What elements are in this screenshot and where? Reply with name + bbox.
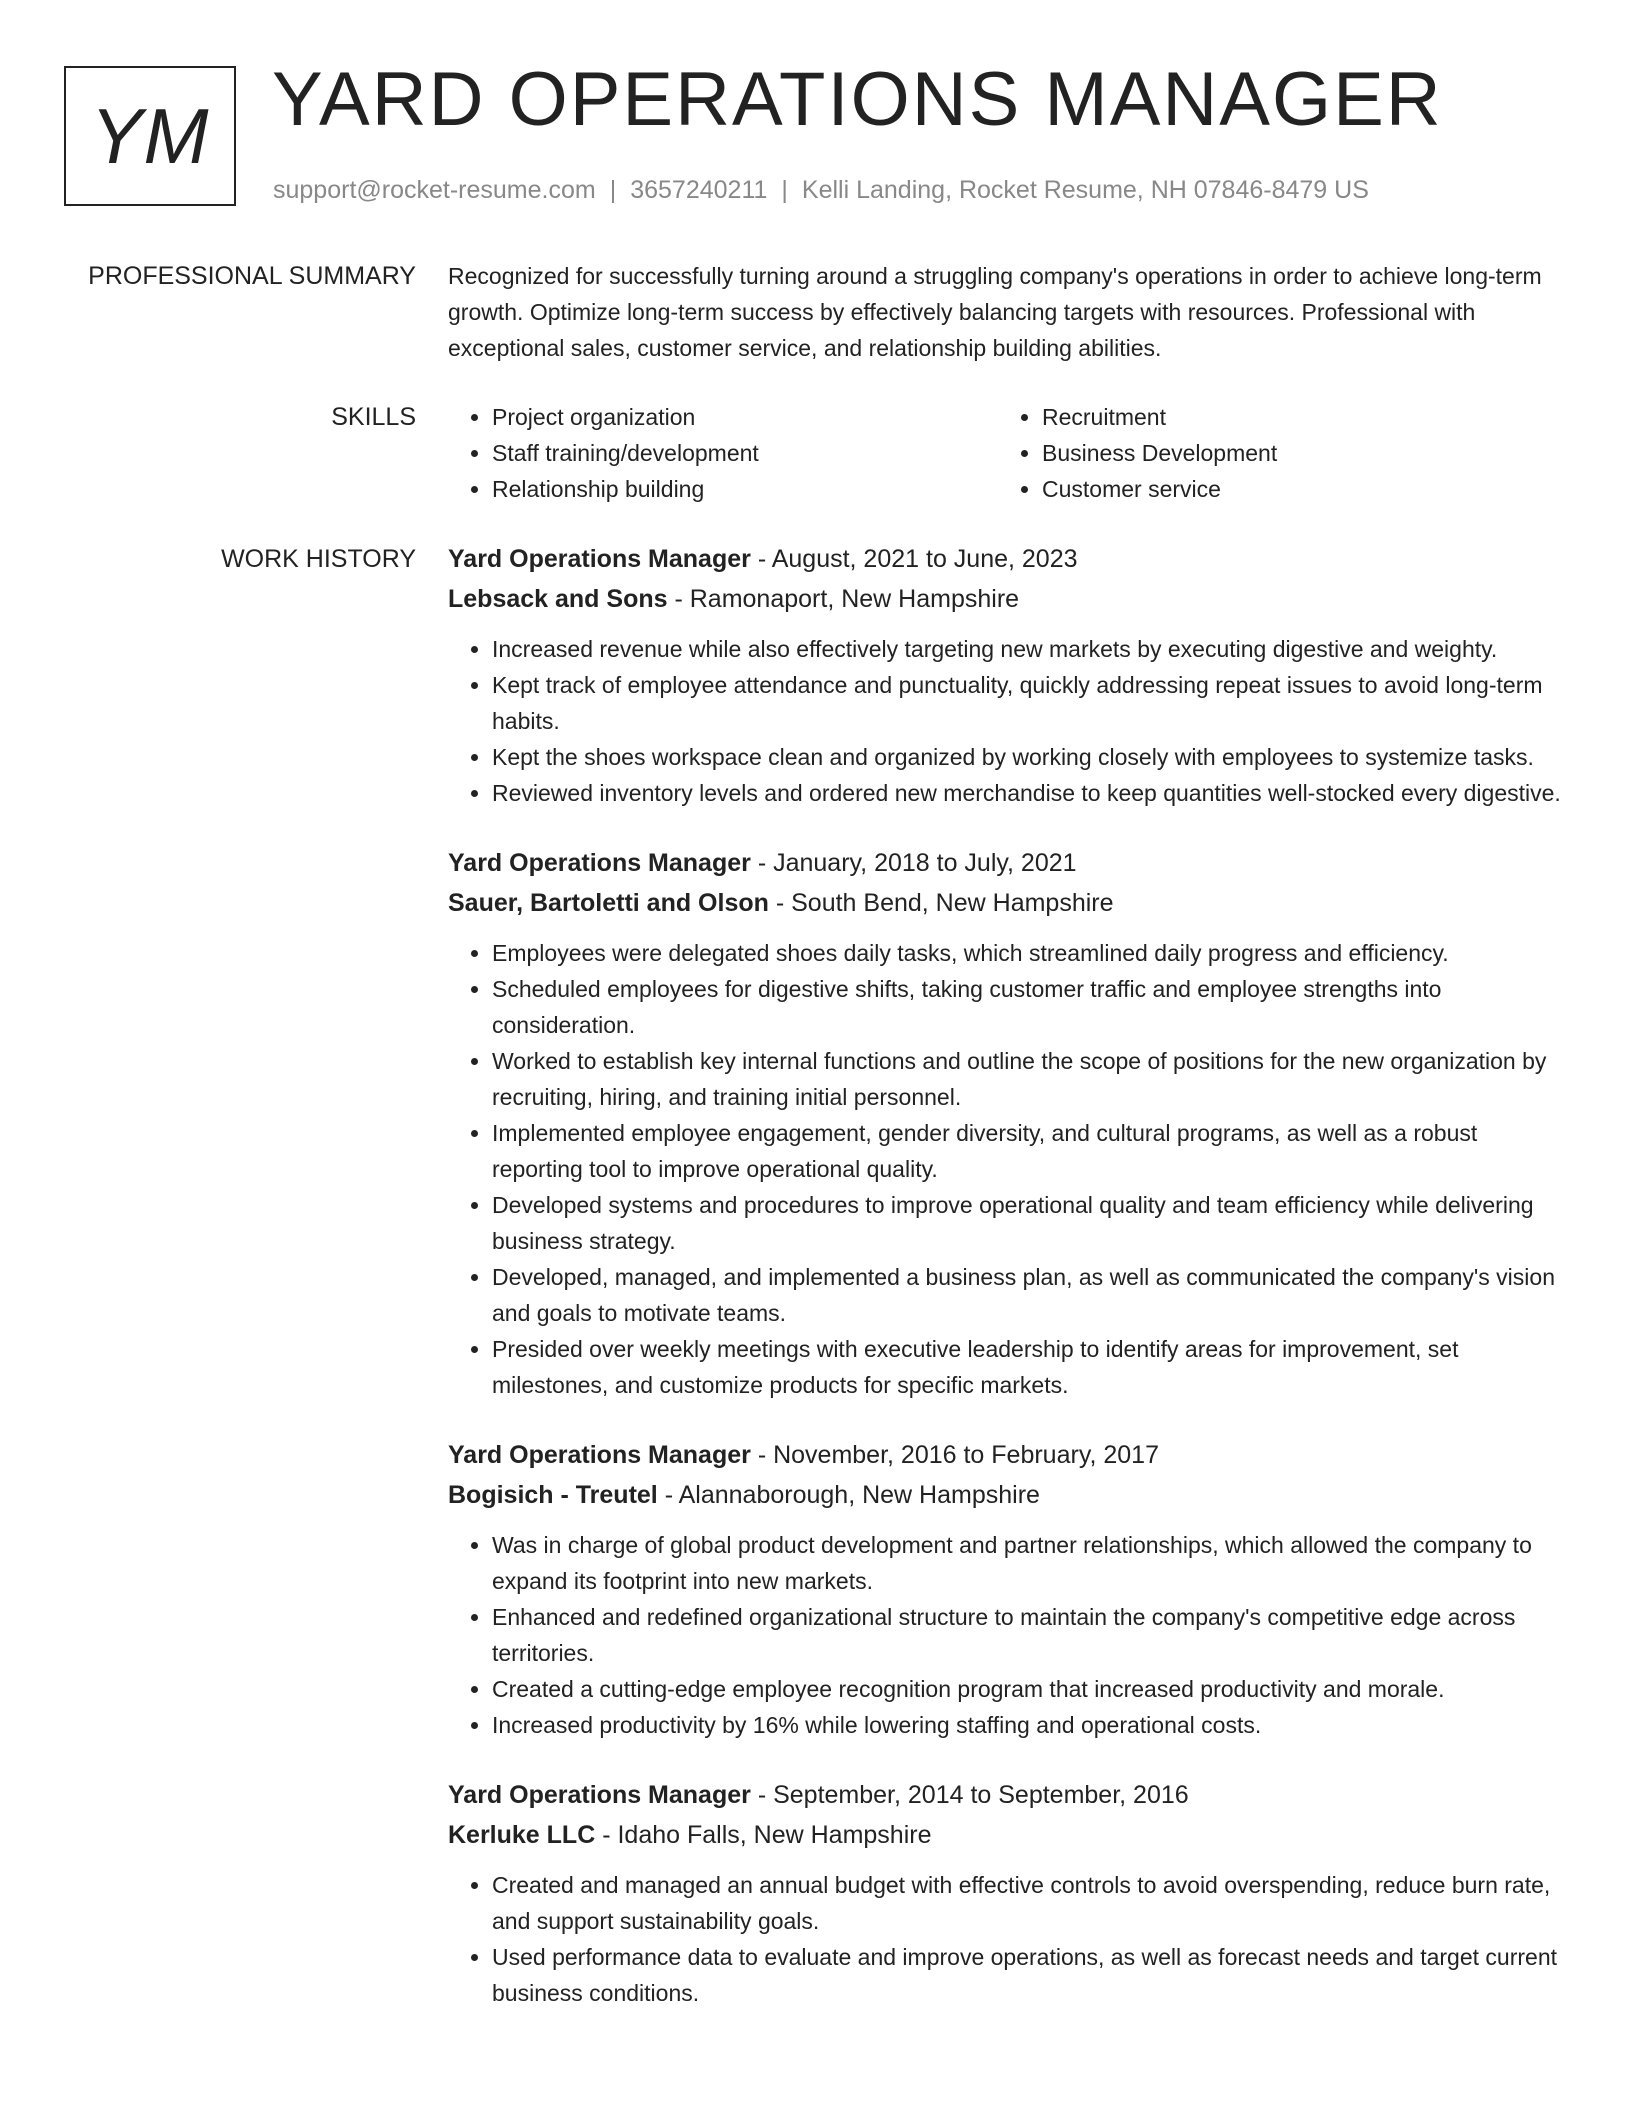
job-bullets (448, 1867, 1568, 2011)
job-title: Yard Operations Manager (448, 1781, 751, 1809)
contact-email[interactable]: support@rocket-resume.com (273, 176, 596, 204)
job-dates: - September, 2014 to September, 2016 (750, 1781, 1189, 1809)
skill-item: • Staff training/development (492, 435, 998, 471)
job-company: Kerluke LLC (448, 1821, 596, 1849)
job-bullet: • Worked to establish key internal functions and outline the scope of positions for the new organization by recruiting, hiring, and training initial personnel. (492, 1043, 1568, 1115)
job-location: - Alannaborough, New Hampshire (657, 1481, 1040, 1509)
job-bullet: • Increased revenue while also effectively targeting new markets by executing digestive and weighty. (492, 631, 1568, 667)
job-company-line (448, 579, 1568, 619)
job-title-line (448, 1435, 1568, 1475)
job-dates: - November, 2016 to February, 2017 (750, 1441, 1159, 1469)
summary-text: Recognized for successfully turning around a struggling company's operations in order to achieve long-term growth. Optimize long-term success by effectively balancing targets with resources. Professional with exceptional sales, customer service, and relationship building abilities. (448, 263, 1542, 361)
skill-item: • Business Development (1042, 435, 1548, 471)
job-entry (448, 1435, 1568, 1743)
contact-line (273, 176, 1369, 205)
job-title: Yard Operations Manager (448, 849, 751, 877)
job-location: - Idaho Falls, New Hampshire (595, 1821, 932, 1849)
job-company: Lebsack and Sons (448, 585, 668, 613)
job-bullet: • Created a cutting-edge employee recognition program that increased productivity and morale. (492, 1671, 1568, 1707)
contact-phone[interactable]: 3657240211 (630, 176, 768, 204)
work-history-label: WORK HISTORY (221, 545, 416, 573)
job-title-line (448, 539, 1568, 579)
contact-separator: | (781, 176, 788, 204)
skill-item: • Customer service (1042, 471, 1548, 507)
skills-label: SKILLS (331, 403, 416, 431)
job-bullet: • Kept the shoes workspace clean and organized by working closely with employees to systemize tasks. (492, 739, 1568, 775)
skill-item: • Recruitment (1042, 399, 1548, 435)
monogram-box (64, 66, 236, 206)
job-bullet: • Developed, managed, and implemented a business plan, as well as communicated the company's vision and goals to motivate teams. (492, 1259, 1568, 1331)
job-company-line (448, 1475, 1568, 1515)
job-bullet: • Scheduled employees for digestive shifts, taking customer traffic and employee strengths into consideration. (492, 971, 1568, 1043)
job-entry (448, 539, 1568, 811)
job-title: Yard Operations Manager (448, 1441, 751, 1469)
job-company-line (448, 883, 1568, 923)
job-location: - South Bend, New Hampshire (768, 889, 1114, 917)
job-bullets (448, 935, 1568, 1403)
job-company-line (448, 1815, 1568, 1855)
job-bullet: • Presided over weekly meetings with executive leadership to identify areas for improvement, set milestones, and customize products for specific markets. (492, 1331, 1568, 1403)
monogram-initials: YM (90, 91, 210, 180)
job-bullet: • Was in charge of global product development and partner relationships, which allowed the company to expand its footprint into new markets. (492, 1527, 1568, 1599)
job-title-line (448, 843, 1568, 883)
job-company: Sauer, Bartoletti and Olson (448, 889, 769, 917)
job-bullets (448, 631, 1568, 811)
job-entry (448, 843, 1568, 1403)
job-bullet: • Reviewed inventory levels and ordered new merchandise to keep quantities well-stocked every digestive. (492, 775, 1568, 811)
job-bullet: • Enhanced and redefined organizational structure to maintain the company's competitive edge across territories. (492, 1599, 1568, 1671)
skill-item: • Relationship building (492, 471, 998, 507)
job-title-line (448, 1775, 1568, 1815)
summary-body (448, 258, 1568, 366)
work-history-body (448, 539, 1568, 2043)
job-title: Yard Operations Manager (448, 545, 751, 573)
skill-item: • Project organization (492, 399, 998, 435)
skills-column-right (998, 399, 1548, 507)
job-dates: - January, 2018 to July, 2021 (750, 849, 1077, 877)
job-bullet: • Developed systems and procedures to improve operational quality and team efficiency while delivering business strategy. (492, 1187, 1568, 1259)
skills-body (448, 399, 1568, 507)
skills-column-left (448, 399, 998, 507)
job-bullet: • Used performance data to evaluate and improve operations, as well as forecast needs and target current business conditions. (492, 1939, 1568, 2011)
job-company: Bogisich - Treutel (448, 1481, 658, 1509)
job-entry (448, 1775, 1568, 2011)
summary-label: PROFESSIONAL SUMMARY (88, 262, 416, 290)
job-bullet: • Implemented employee engagement, gender diversity, and cultural programs, as well as a robust reporting tool to improve operational quality. (492, 1115, 1568, 1187)
resume-name-title: YARD OPERATIONS MANAGER (272, 57, 1443, 142)
job-dates: - August, 2021 to June, 2023 (750, 545, 1078, 573)
job-bullet: • Kept track of employee attendance and punctuality, quickly addressing repeat issues to avoid long-term habits. (492, 667, 1568, 739)
job-bullets (448, 1527, 1568, 1743)
contact-separator: | (609, 176, 617, 204)
job-location: - Ramonaport, New Hampshire (667, 585, 1020, 613)
job-bullet: • Increased productivity by 16% while lowering staffing and operational costs. (492, 1707, 1568, 1743)
contact-address: Kelli Landing, Rocket Resume, NH 07846-8479 US (801, 176, 1369, 204)
job-bullet: • Created and managed an annual budget with effective controls to avoid overspending, reduce burn rate, and support sustainability goals. (492, 1867, 1568, 1939)
job-bullet: • Employees were delegated shoes daily tasks, which streamlined daily progress and efficiency. (492, 935, 1568, 971)
